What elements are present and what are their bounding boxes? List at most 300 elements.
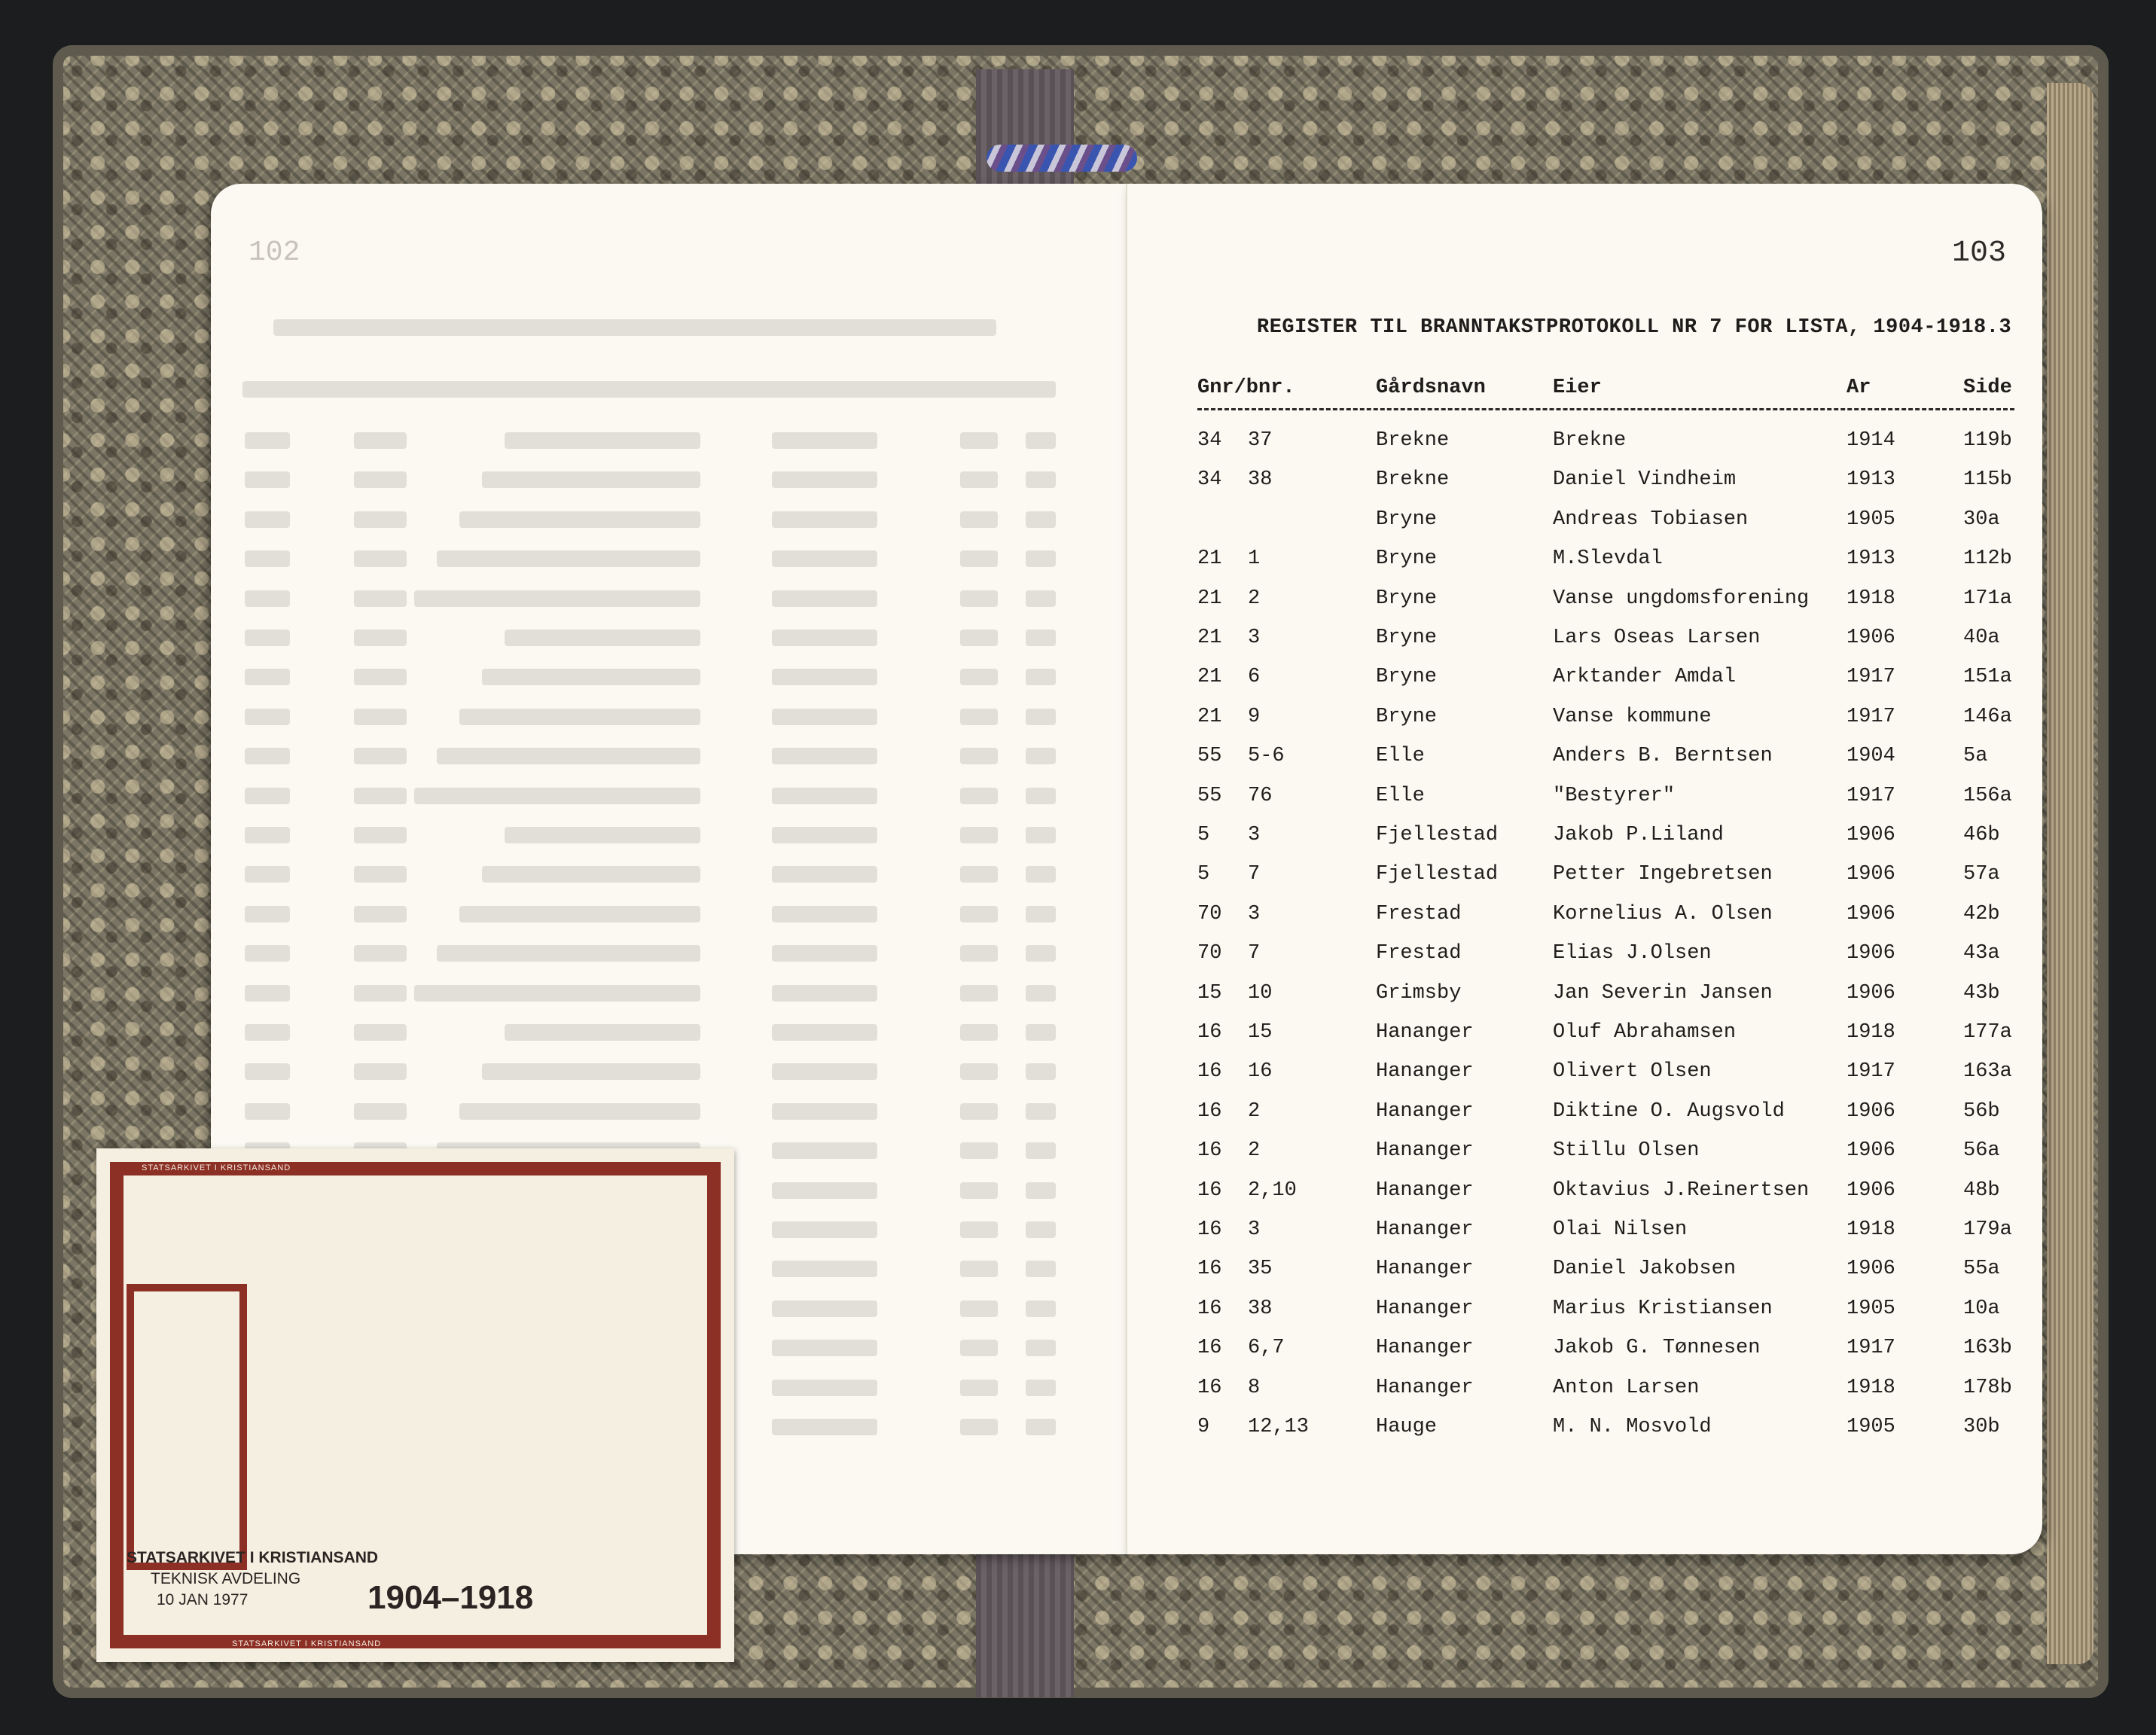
ghost-text-bar [245,827,290,843]
header-divider [1197,408,2014,410]
ghost-text-bar [772,1063,877,1080]
ghost-text-bar [772,748,877,764]
cell-gardsnavn: Hananger [1376,1218,1474,1241]
cell-gnr: 34 [1197,468,1222,492]
ghost-text-bar [960,471,998,488]
cell-gnr: 16 [1197,1218,1222,1241]
ghost-header-bar [242,381,1056,398]
cell-ar: 1917 [1846,1060,1895,1084]
cell-ar: 1917 [1846,1337,1895,1360]
cell-bnr: 1 [1248,547,1261,571]
cell-bnr: 10 [1248,981,1273,1005]
ghost-text-bar [245,432,290,449]
cell-side: 56b [1963,1099,2000,1123]
register-row [1127,627,2042,657]
cell-gardsnavn: Bryne [1376,587,1438,610]
ghost-text-bar [772,1261,877,1277]
ghost-text-bar [245,1103,290,1120]
ghost-text-bar [960,709,998,725]
ghost-text-bar [245,748,290,764]
ghost-text-bar [354,945,407,962]
ghost-text-bar [772,511,877,528]
ghost-text-bar [1026,945,1056,962]
ghost-text-bar [960,945,998,962]
right-page [1126,184,2042,1554]
cell-ar: 1905 [1846,1416,1895,1438]
cell-side: 48b [1963,1179,2000,1202]
ghost-text-bar [354,827,407,843]
ghost-text-bar [772,669,877,685]
ghost-text-bar [960,1024,998,1041]
ghost-text-bar [1026,1063,1056,1080]
ghost-text-bar [772,1419,877,1435]
ghost-text-bar [772,1380,877,1396]
cell-bnr: 2 [1248,1139,1261,1163]
cell-gardsnavn: Hananger [1376,1337,1474,1360]
cell-ar: 1906 [1846,627,1895,649]
cell-ar: 1906 [1846,1139,1895,1163]
cell-gnr: 16 [1197,1139,1222,1163]
register-row [1127,982,2042,1012]
cell-bnr: 2 [1248,587,1261,610]
ghost-text-bar [772,471,877,488]
cell-ar: 1904 [1846,745,1895,768]
ghost-text-bar [437,550,700,567]
register-row [1127,1139,2042,1169]
cell-gnr: 34 [1197,429,1222,452]
register-row [1127,547,2042,578]
ghost-text-bar [772,1142,877,1159]
ghost-text-bar [245,1024,290,1041]
cell-ar: 1906 [1846,942,1895,965]
cell-gardsnavn: Grimsby [1376,981,1462,1005]
header-gnr-bnr: Gnr/bnr. [1197,377,1295,399]
cell-eier: Olivert Olsen [1553,1060,1712,1084]
cell-gardsnavn: Brekne [1376,429,1450,452]
ghost-text-bar [1026,985,1056,1002]
cell-side: 171a [1963,587,2012,610]
ghost-text-bar [1026,669,1056,685]
ghost-text-bar [245,945,290,962]
label-border-text-bottom: STATSARKIVET I KRISTIANSAND [232,1639,382,1648]
ghost-text-bar [960,550,998,567]
cell-gardsnavn: Frestad [1376,942,1462,965]
cell-gnr: 21 [1197,627,1222,649]
ghost-text-bar [354,866,407,883]
register-row [1127,903,2042,933]
cell-eier: Anders B. Berntsen [1553,745,1773,768]
cell-side: 43a [1963,942,2000,965]
ghost-text-bar [245,471,290,488]
register-row [1127,1060,2042,1090]
cell-side: 43b [1963,981,2000,1005]
cell-gnr: 16 [1197,1258,1222,1281]
cell-gnr: 21 [1197,587,1222,610]
cell-bnr: 38 [1248,1297,1273,1320]
ghost-text-bar [245,511,290,528]
register-row [1127,1377,2042,1407]
cell-gnr: 21 [1197,666,1222,689]
register-row [1127,824,2042,854]
register-row [1127,587,2042,617]
register-row [1127,429,2042,459]
cell-side: 55a [1963,1258,2000,1281]
ghost-text-bar [772,788,877,804]
cell-bnr: 76 [1248,784,1273,807]
ghost-text-bar [1026,1380,1056,1396]
cell-side: 40a [1963,627,2000,649]
cell-side: 112b [1963,547,2012,571]
ghost-text-bar [960,1380,998,1396]
ghost-text-bar [1026,550,1056,567]
cell-eier: Marius Kristiansen [1553,1297,1773,1320]
cell-gardsnavn: Fjellestad [1376,824,1499,846]
ghost-text-bar [245,630,290,646]
cell-gnr: 16 [1197,1179,1222,1202]
cell-side: 42b [1963,902,2000,925]
register-row [1127,1337,2042,1367]
cell-eier: Arktander Amdal [1553,666,1737,689]
ghost-text-bar [1026,866,1056,883]
cell-eier: "Bestyrer" [1553,784,1676,807]
register-row [1127,1297,2042,1328]
ghost-text-bar [772,827,877,843]
label-organization: STATSARKIVET I KRISTIANSAND [127,1549,379,1566]
ghost-text-bar [354,788,407,804]
cell-gnr: 16 [1197,1060,1222,1084]
cell-ar: 1917 [1846,784,1895,807]
cell-gardsnavn: Hananger [1376,1179,1474,1202]
cell-gardsnavn: Hananger [1376,1060,1474,1084]
ghost-text-bar [960,827,998,843]
cell-side: 57a [1963,863,2000,886]
cell-eier: Petter Ingebretsen [1553,863,1773,886]
ghost-title-bar [273,319,996,336]
cell-bnr: 16 [1248,1060,1273,1084]
cell-bnr: 3 [1248,902,1261,925]
cell-side: 56a [1963,1139,2000,1163]
ghost-text-bar [960,788,998,804]
ghost-text-bar [245,550,290,567]
ghost-text-bar [459,511,700,528]
ghost-text-bar [772,432,877,449]
ghost-text-bar [1026,1221,1056,1238]
ghost-text-bar [960,1103,998,1120]
ghost-text-bar [245,985,290,1002]
cell-ar: 1914 [1846,429,1895,452]
ghost-text-bar [1026,827,1056,843]
cell-gnr: 5 [1197,824,1210,846]
ghost-text-bar [245,669,290,685]
cell-eier: Andreas Tobiasen [1553,508,1749,531]
ghost-text-bar [437,748,700,764]
cell-side: 10a [1963,1297,2000,1320]
cell-side: 177a [1963,1021,2012,1044]
cell-bnr: 2,10 [1248,1179,1297,1202]
register-row [1127,942,2042,972]
ghost-text-bar [772,709,877,725]
ghost-text-bar [1026,748,1056,764]
cell-gnr: 55 [1197,745,1222,768]
cell-ar: 1906 [1846,863,1895,886]
cell-eier: Vanse kommune [1553,705,1712,728]
ghost-text-bar [960,669,998,685]
cell-side: 30b [1963,1416,2000,1438]
cell-ar: 1917 [1846,666,1895,689]
ghost-text-bar [772,590,877,607]
ghost-text-bar [1026,630,1056,646]
ghost-text-bar [354,550,407,567]
cell-gnr: 9 [1197,1416,1210,1438]
ghost-text-bar [772,550,877,567]
ghost-text-bar [414,788,700,804]
ghost-text-bar [960,1063,998,1080]
header-gardsnavn: Gårdsnavn [1376,377,1486,399]
archive-label [96,1148,734,1662]
cell-ar: 1906 [1846,1099,1895,1123]
ghost-text-bar [245,590,290,607]
cell-ar: 1905 [1846,1297,1895,1320]
cell-gardsnavn: Brekne [1376,468,1450,492]
ghost-text-bar [459,1103,700,1120]
cell-eier: Jakob G. Tønnesen [1553,1337,1761,1360]
ghost-text-bar [1026,1142,1056,1159]
cell-ar: 1913 [1846,468,1895,492]
cell-eier: Elias J.Olsen [1553,942,1712,965]
register-row [1127,1100,2042,1130]
cell-gnr: 5 [1197,863,1210,886]
ghost-text-bar [1026,1103,1056,1120]
cell-bnr: 37 [1248,429,1273,452]
cell-side: 156a [1963,784,2012,807]
cell-bnr: 6 [1248,666,1261,689]
left-page-number: 102 [249,236,300,269]
cell-eier: Vanse ungdomsforening [1553,587,1810,610]
label-department: TEKNISK AVDELING [151,1570,301,1587]
ghost-text-bar [772,1024,877,1041]
ghost-text-bar [245,788,290,804]
right-page-number: 103 [1952,236,2007,270]
cell-side: 119b [1963,429,2012,452]
ghost-text-bar [960,590,998,607]
ghost-text-bar [960,432,998,449]
ghost-text-bar [772,1103,877,1120]
cell-gnr: 16 [1197,1337,1222,1360]
cell-bnr: 5-6 [1248,745,1285,768]
cell-ar: 1918 [1846,1218,1895,1241]
page-edges [2047,83,2093,1664]
cell-side: 30a [1963,508,2000,531]
ghost-text-bar [960,985,998,1002]
ghost-text-bar [960,1221,998,1238]
ghost-text-bar [505,630,700,646]
ghost-text-bar [772,1182,877,1199]
ghost-text-bar [437,945,700,962]
cell-gnr: 16 [1197,1376,1222,1399]
ghost-text-bar [1026,1261,1056,1277]
cell-gardsnavn: Bryne [1376,508,1438,531]
cell-bnr: 38 [1248,468,1273,492]
label-border-text-top: STATSARKIVET I KRISTIANSAND [142,1163,291,1172]
cell-bnr: 3 [1248,1218,1261,1241]
ghost-text-bar [960,1261,998,1277]
register-row [1127,1218,2042,1249]
label-inner-stamp [127,1284,247,1570]
header-ar: Ar [1846,377,1871,399]
ghost-text-bar [245,866,290,883]
cell-gardsnavn: Hananger [1376,1258,1474,1281]
ghost-text-bar [354,1063,407,1080]
ghost-text-bar [505,827,700,843]
ghost-text-bar [772,906,877,922]
ghost-text-bar [960,511,998,528]
ghost-text-bar [1026,511,1056,528]
cell-side: 179a [1963,1218,2012,1241]
cell-side: 151a [1963,666,2012,689]
register-row [1127,863,2042,893]
ghost-text-bar [772,1340,877,1356]
cell-ar: 1906 [1846,1258,1895,1281]
ghost-text-bar [354,590,407,607]
register-row [1127,508,2042,538]
cell-gnr: 70 [1197,902,1222,925]
ghost-text-bar [354,511,407,528]
cell-gnr: 16 [1197,1297,1222,1320]
cell-side: 146a [1963,705,2012,728]
cell-eier: Kornelius A. Olsen [1553,902,1773,925]
ghost-text-bar [482,1063,700,1080]
cell-bnr: 6,7 [1248,1337,1285,1360]
label-years: 1904–1918 [367,1579,534,1616]
cell-bnr: 12,13 [1248,1416,1310,1438]
ghost-text-bar [1026,471,1056,488]
ghost-text-bar [245,906,290,922]
ghost-text-bar [505,1024,700,1041]
cell-bnr: 35 [1248,1258,1273,1281]
ghost-text-bar [772,630,877,646]
cell-side: 115b [1963,468,2012,492]
cell-eier: Stillu Olsen [1553,1139,1700,1163]
cell-gardsnavn: Hauge [1376,1416,1438,1438]
register-row [1127,745,2042,775]
cell-ar: 1906 [1846,902,1895,925]
cell-bnr: 7 [1248,863,1261,886]
cell-gnr: 21 [1197,547,1222,571]
cell-eier: Daniel Vindheim [1553,468,1737,492]
bookmark-string [987,145,1137,172]
cell-ar: 1906 [1846,824,1895,846]
ghost-text-bar [1026,1419,1056,1435]
cell-gardsnavn: Bryne [1376,627,1438,649]
ghost-text-bar [1026,1182,1056,1199]
cell-gardsnavn: Hananger [1376,1139,1474,1163]
ghost-text-bar [1026,906,1056,922]
ghost-text-bar [414,985,700,1002]
ghost-text-bar [960,1182,998,1199]
cell-ar: 1906 [1846,1179,1895,1202]
cell-gardsnavn: Hananger [1376,1099,1474,1123]
cell-gnr: 16 [1197,1021,1222,1044]
cell-bnr: 7 [1248,942,1261,965]
ghost-text-bar [1026,709,1056,725]
ghost-text-bar [354,471,407,488]
cell-side: 178b [1963,1376,2012,1399]
cell-gnr: 70 [1197,942,1222,965]
cell-bnr: 2 [1248,1099,1261,1123]
cell-gardsnavn: Frestad [1376,902,1462,925]
cell-gardsnavn: Bryne [1376,666,1438,689]
ghost-text-bar [960,1419,998,1435]
cell-eier: Daniel Jakobsen [1553,1258,1737,1281]
register-row [1127,1021,2042,1051]
cell-bnr: 9 [1248,705,1261,728]
cell-side: 46b [1963,824,2000,846]
ghost-text-bar [960,1300,998,1317]
cell-bnr: 8 [1248,1376,1261,1399]
register-row [1127,785,2042,815]
cell-eier: M. N. Mosvold [1553,1416,1712,1438]
ghost-text-bar [1026,788,1056,804]
cell-eier: Oluf Abrahamsen [1553,1021,1737,1044]
ghost-text-bar [1026,432,1056,449]
ghost-text-bar [482,669,700,685]
cell-gardsnavn: Fjellestad [1376,863,1499,886]
ghost-text-bar [1026,590,1056,607]
cell-gardsnavn: Bryne [1376,705,1438,728]
cell-ar: 1918 [1846,1376,1895,1399]
register-row [1127,666,2042,696]
register-title: REGISTER TIL BRANNTAKSTPROTOKOLL NR 7 FOR LISTA, 1904-1918.3 [1257,316,2012,339]
ghost-text-bar [960,748,998,764]
cell-side: 5a [1963,745,1988,768]
ghost-text-bar [772,945,877,962]
ghost-text-bar [354,669,407,685]
cell-gnr: 21 [1197,705,1222,728]
register-row [1127,468,2042,499]
cell-ar: 1918 [1846,1021,1895,1044]
ghost-text-bar [772,1221,877,1238]
cell-eier: Diktine O. Augsvold [1553,1099,1785,1123]
cell-ar: 1913 [1846,547,1895,571]
cell-gnr: 55 [1197,784,1222,807]
ghost-text-bar [459,709,700,725]
cell-eier: Olai Nilsen [1553,1218,1688,1241]
cell-ar: 1917 [1846,705,1895,728]
ghost-text-bar [354,906,407,922]
ghost-text-bar [354,709,407,725]
label-date: 10 JAN 1977 [157,1591,249,1608]
cell-eier: Brekne [1553,429,1627,452]
ghost-text-bar [354,432,407,449]
ghost-text-bar [960,1142,998,1159]
register-row [1127,1258,2042,1288]
cell-gardsnavn: Elle [1376,745,1425,768]
cell-side: 163a [1963,1060,2012,1084]
ghost-text-bar [245,1063,290,1080]
cell-bnr: 15 [1248,1021,1273,1044]
ghost-text-bar [772,1300,877,1317]
cell-gnr: 15 [1197,981,1222,1005]
cell-bnr: 3 [1248,627,1261,649]
cell-eier: Lars Oseas Larsen [1553,627,1761,649]
ghost-text-bar [482,866,700,883]
cell-gardsnavn: Hananger [1376,1376,1474,1399]
ghost-text-bar [354,748,407,764]
register-row [1127,1416,2042,1446]
register-row [1127,1179,2042,1209]
cell-gnr: 16 [1197,1099,1222,1123]
cell-eier: Anton Larsen [1553,1376,1700,1399]
